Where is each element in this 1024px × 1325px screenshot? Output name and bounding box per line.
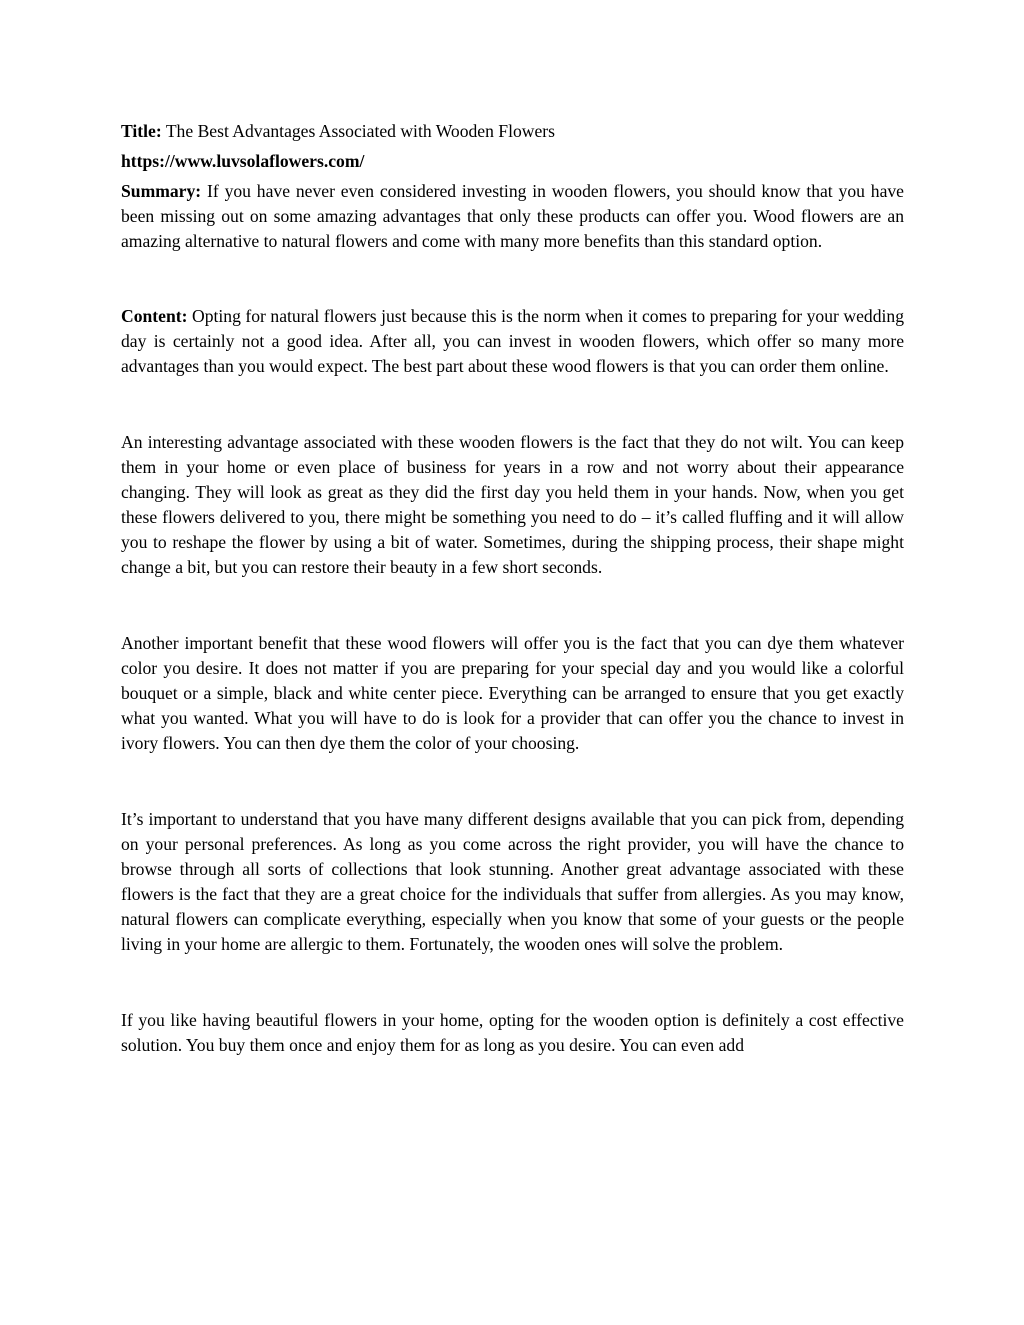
document-page <box>121 119 904 1058</box>
title-label: Title: <box>121 121 162 141</box>
summary-text: If you have never even considered investing in wooden flowers, you should know that you have been missing out on some amazing advantages that only these products can offer you. Wood flowers are an amazing alternative to natural flowers and come with many more benefits than this standard option. <box>121 181 904 251</box>
content-paragraph <box>121 304 904 379</box>
summary-paragraph <box>121 179 904 254</box>
source-url: https://www.luvsolaflowers.com/ <box>121 151 365 171</box>
title-line <box>121 119 904 144</box>
content-text: Opting for natural flowers just because this is the norm when it comes to preparing for your wedding day is certainly not a good idea. After all, you can invest in wooden flowers, which offer so many more advantages than you would expect. The best part about these wood flowers is that you can order them online. <box>121 306 904 376</box>
body-paragraph-3: It’s important to understand that you have many different designs available that you can pick from, depending on your personal preferences. As long as you come across the right provider, you will have the chance to browse through all sorts of collections that look stunning. Another great advantage associated with these flowers is the fact that they are a great choice for the individuals that suffer from allergies. As you may know, natural flowers can complicate everything, especially when you know that some of your guests or the people living in your home are allergic to them. Fortunately, the wooden ones will solve the problem. <box>121 809 904 954</box>
content-label: Content: <box>121 306 188 326</box>
body-paragraph-4: If you like having beautiful flowers in your home, opting for the wooden option is definitely a cost effective solution. You buy them once and enjoy them for as long as you desire. You can even add <box>121 1010 904 1055</box>
body-paragraph-2: Another important benefit that these wood flowers will offer you is the fact that you can dye them whatever color you desire. It does not matter if you are preparing for your special day and you would like a colorful bouquet or a simple, black and white center piece. Everything can be arranged to ensure that you get exactly what you wanted. What you will have to do is look for a provider that can offer you the chance to invest in ivory flowers. You can then dye them the color of your choosing. <box>121 633 904 753</box>
body-paragraph-1: An interesting advantage associated with these wooden flowers is the fact that they do not wilt. You can keep them in your home or even place of business for years in a row and not worry about their appearance changing. They will look as great as they did the first day you held them in your hands. Now, when you get these flowers delivered to you, there might be something you need to do – it’s called fluffing and it will allow you to reshape the flower by using a bit of water. Sometimes, during the shipping process, their shape might change a bit, but you can restore their beauty in a few short seconds. <box>121 432 904 577</box>
title-text: The Best Advantages Associated with Wooden Flowers <box>161 121 555 141</box>
summary-label: Summary: <box>121 181 202 201</box>
